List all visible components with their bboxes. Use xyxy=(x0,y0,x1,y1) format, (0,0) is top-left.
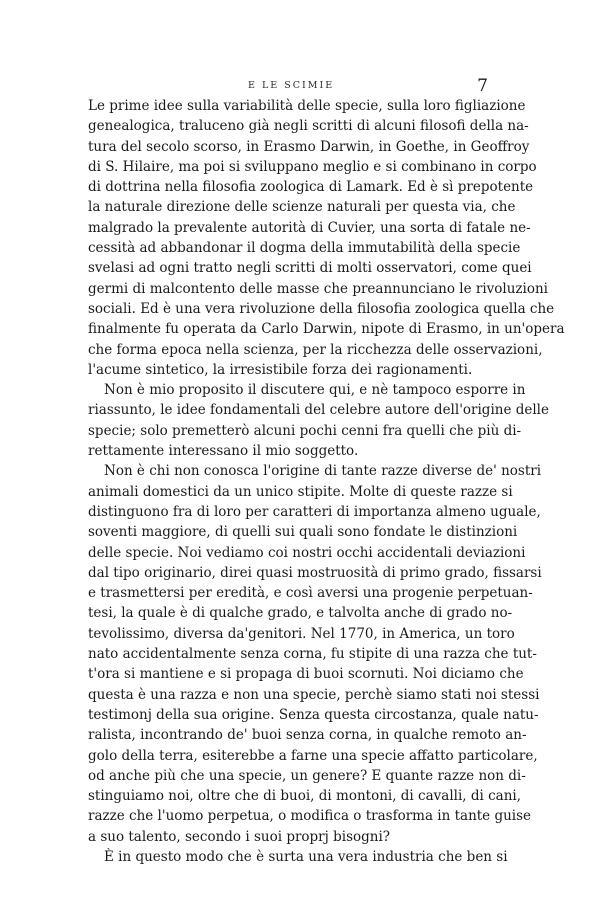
text-line: od anche più che una specie, un genere? E quante razze non di- xyxy=(88,767,526,784)
text-line: riassunto, le idee fondamentali del celebre autore dell'origine delle xyxy=(88,402,549,419)
text-line: malgrado la prevalente autorità di Cuvier, una sorta di fatale ne- xyxy=(88,219,531,236)
text-line: animali domestici da un unico stipite. Molte di queste razze si xyxy=(88,483,513,500)
page-number: 7 xyxy=(477,76,488,96)
text-line: questa è una razza e non una specie, perchè siamo stati noi stessi xyxy=(88,686,540,703)
text-line: nato accidentalmente senza corna, fu stipite di una razza che tut- xyxy=(88,646,537,663)
text-line: distinguono fra di loro per caratteri di importanza almeno uguale, xyxy=(88,503,541,520)
text-line: tesi, la quale è di qualche grado, e talvolta anche di grado no- xyxy=(88,605,513,622)
text-line: la naturale direzione delle scienze naturali per questa via, che xyxy=(88,199,516,216)
text-line: e trasmettersi per eredità, e così aversi una progenie perpetuan- xyxy=(88,585,533,602)
text-line: che forma epoca nella scienza, per la ricchezza delle osservazioni, xyxy=(88,341,543,358)
text-line: soventi maggiore, di quelli sui quali sono fondate le distinzioni xyxy=(88,524,518,541)
text-line: tura del secolo scorso, in Erasmo Darwin, in Goethe, in Geoffroy xyxy=(88,138,530,155)
text-line: cessità ad abbandonar il dogma della immutabilità della specie xyxy=(88,240,521,257)
text-line: l'acume sintetico, la irresistibile forza dei ragionamenti. xyxy=(88,361,473,378)
body-text xyxy=(88,96,565,867)
text-line: È in questo modo che è surta una vera industria che ben si xyxy=(104,848,508,865)
text-line: ralista, incontrando de' buoi senza corna, in qualche remoto an- xyxy=(88,727,527,744)
text-line: specie; solo premetterò alcuni pochi cenni fra quelli che più di- xyxy=(88,422,522,439)
text-line: tevolissimo, diversa da'genitori. Nel 1770, in America, un toro xyxy=(88,625,515,642)
text-line: di dottrina nella filosofia zoologica di Lamark. Ed è sì prepotente xyxy=(88,179,534,196)
text-line: t'ora si mantiene e si propaga di buoi scornuti. Noi diciamo che xyxy=(88,666,524,683)
text-line: Non è chi non conosca l'origine di tante razze diverse de' nostri xyxy=(104,463,542,480)
text-line: Le prime idee sulla variabilità delle specie, sulla loro figliazione xyxy=(88,98,526,114)
running-head xyxy=(88,76,488,96)
text-line: Non è mio proposito il discutere qui, e nè tampoco esporre in xyxy=(104,382,526,399)
text-line: sociali. Ed è una vera rivoluzione della filosofia zoologica quella che xyxy=(88,300,555,317)
text-line: stinguiamo noi, oltre che di buoi, di montoni, di cavalli, di cani, xyxy=(88,788,522,805)
text-line: testimonj della sua origine. Senza questa circostanza, quale natu- xyxy=(88,706,539,723)
text-line: finalmente fu operata da Carlo Darwin, nipote di Erasmo, in un'opera xyxy=(88,321,565,338)
text-line: di S. Hilaire, ma poi si sviluppano meglio e si combinano in corpo xyxy=(88,158,537,175)
running-title: E LE SCIMIE xyxy=(248,80,335,91)
text-line: dal tipo originario, direi quasi mostruosità di primo grado, fissarsi xyxy=(88,564,542,581)
text-line: germi di malcontento delle masse che preannunciano le rivoluzioni xyxy=(88,280,548,297)
text-line: a suo talento, secondo i suoi proprj bisogni? xyxy=(88,828,391,845)
text-line: svelasi ad ogni tratto negli scritti di molti osservatori, come quei xyxy=(88,260,532,277)
text-line: genealogica, traluceno già negli scritti di alcuni filosofi della na- xyxy=(88,118,529,135)
text-line: rettamente interessano il mio soggetto. xyxy=(88,443,359,460)
text-line: razze che l'uomo perpetua, o modifica o trasforma in tante guise xyxy=(88,808,532,825)
text-line: delle specie. Noi vediamo coi nostri occhi accidentali deviazioni xyxy=(88,544,526,561)
text-line: golo della terra, esiterebbe a farne una specie affatto particolare, xyxy=(88,747,538,764)
